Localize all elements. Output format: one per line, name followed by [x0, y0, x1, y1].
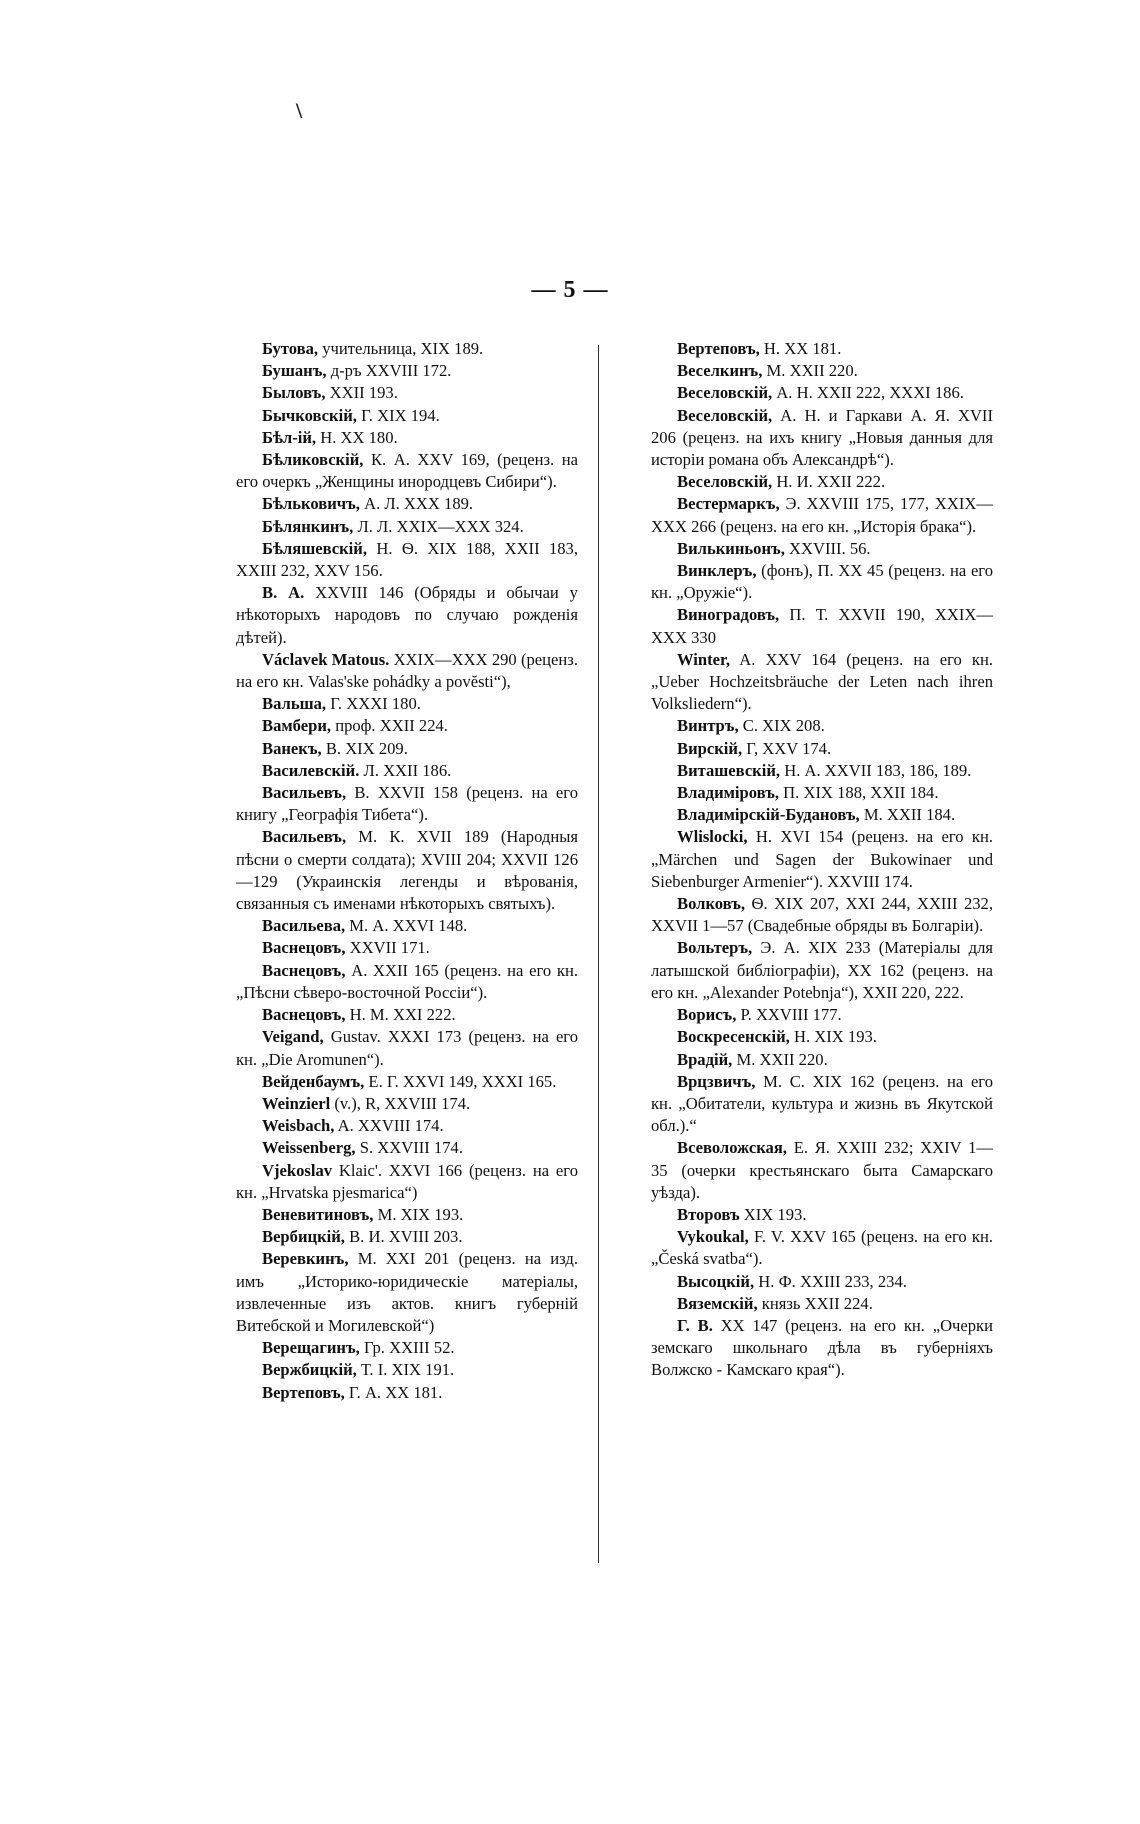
- index-entry: [651, 1293, 993, 1315]
- stray-mark: \: [296, 98, 303, 123]
- entry-name: Бутова,: [262, 339, 319, 358]
- entry-text: М. XXII 184.: [859, 805, 956, 825]
- entry-text: А. Н. XXII 222, XXXI 186.: [772, 383, 964, 403]
- entry-name: Бѣляшевскій,: [262, 538, 367, 558]
- index-entry: [651, 1004, 993, 1026]
- entry-name: Г. В.: [677, 1315, 713, 1335]
- index-entry: [236, 1115, 578, 1137]
- index-entry: [236, 1226, 578, 1248]
- index-entry: [651, 538, 993, 560]
- index-entry: [651, 471, 993, 493]
- entry-text: князь XXII 224.: [757, 1293, 873, 1313]
- index-entry: [651, 1137, 993, 1204]
- entry-name: В. А.: [262, 583, 305, 603]
- entry-name: Вертеповъ,: [262, 1382, 345, 1402]
- entry-text: Г. XXXI 180.: [326, 694, 421, 714]
- index-entry: [651, 1271, 993, 1293]
- index-entry: [236, 427, 578, 449]
- entry-text: Т. I. XIX 191.: [356, 1360, 455, 1380]
- index-entry: [236, 715, 578, 737]
- entry-name: Vykoukal,: [677, 1227, 749, 1247]
- entry-text: Н. А. XXVII 183, 186, 189.: [780, 760, 972, 780]
- entry-name: Вяземскій,: [677, 1293, 758, 1313]
- index-entry: [651, 382, 993, 404]
- index-entry: [651, 649, 993, 716]
- entry-name: Васнецовъ,: [262, 1005, 346, 1025]
- entry-text: Н. XIX 193.: [789, 1027, 877, 1047]
- entry-text: проф. XXII 224.: [331, 716, 448, 736]
- entry-text: Г, XXV 174.: [742, 738, 832, 758]
- entry-text: Г. XIX 194.: [356, 405, 440, 425]
- entry-name: Вертеповъ,: [677, 339, 760, 358]
- entry-text: XXVIII. 56.: [784, 538, 871, 558]
- entry-text: учительница, XIX 189.: [318, 339, 484, 358]
- entry-text: XIX 193.: [739, 1204, 807, 1224]
- entry-text: Л. Л. XXIX—XXX 324.: [353, 516, 524, 536]
- entry-name: Веселкинъ,: [677, 361, 763, 381]
- entry-name: Вилькиньонъ,: [677, 538, 785, 558]
- entry-text: A. XXVIII 174.: [334, 1116, 444, 1136]
- index-entry: [236, 1337, 578, 1359]
- entry-text: XXVII 171.: [345, 938, 430, 958]
- index-entry: [236, 1026, 578, 1070]
- entry-name: Винтръ,: [677, 716, 739, 736]
- index-entry: [236, 1093, 578, 1115]
- entry-name: Виташевскій,: [677, 760, 781, 780]
- entry-name: Врцзвичъ,: [677, 1071, 756, 1091]
- index-entry: [651, 782, 993, 804]
- entry-name: Васнецовъ,: [262, 960, 346, 980]
- entry-text: Н. Ѳ. XIX 188, XXII 183, XXIII 232, XXV 156.: [236, 538, 578, 581]
- index-entry: [651, 1071, 993, 1138]
- entry-name: Василевскій.: [262, 760, 360, 780]
- index-entry: [236, 1359, 578, 1381]
- right-column: [651, 338, 993, 1382]
- entry-name: Владимірскій-Будановъ,: [677, 805, 860, 825]
- index-entry: [236, 738, 578, 760]
- entry-text: XXIX—XXX 290 (реценз. на его кн. Valas'ske pohádky a povĕsti“),: [236, 649, 578, 692]
- entry-name: Веневитиновъ,: [262, 1204, 374, 1224]
- entry-name: Веревкинъ,: [262, 1249, 349, 1269]
- entry-text: Л. XXII 186.: [359, 760, 452, 780]
- index-entry: [236, 1137, 578, 1159]
- entry-name: Быловъ,: [262, 383, 326, 403]
- index-entry: [236, 1071, 578, 1093]
- entry-text: Э. А. XIX 233 (Матеріалы для латышской библіографіи), XX 162 (реценз. на его кн. „Alexander Potebnja“), XXII 220, 222.: [651, 938, 993, 1002]
- index-entry: [651, 826, 993, 893]
- index-entry: [651, 1026, 993, 1048]
- entry-text: А. Н. и Гаркави А. Я. XVII 206 (реценз. на ихъ книгу „Новыя данныя для исторіи романа объ Александрѣ“).: [651, 405, 993, 470]
- entry-name: Врадій,: [677, 1049, 733, 1069]
- entry-name: Веселовскій,: [677, 383, 773, 403]
- entry-text: Gustav. XXXI 173 (реценз. на его кн. „Die Aromunen“).: [236, 1027, 578, 1069]
- entry-name: Владиміровъ,: [677, 783, 780, 803]
- index-entry: [651, 1204, 993, 1226]
- index-entry: [651, 405, 993, 472]
- index-entry: [236, 960, 578, 1004]
- entry-text: F. V. XXV 165 (реценз. на его кн. „Česká svatba“).: [651, 1227, 993, 1269]
- entry-text: (фонъ), П. XX 45 (реценз. на его кн. „Оружіе“).: [651, 561, 993, 603]
- index-entry: [236, 382, 578, 404]
- index-entry: [651, 760, 993, 782]
- entry-text: М. XXII 220.: [732, 1049, 828, 1069]
- entry-name: Волковъ,: [677, 894, 746, 914]
- entry-name: Васильевъ,: [262, 783, 347, 803]
- entry-name: Васнецовъ,: [262, 938, 346, 958]
- entry-text: М. А. XXVI 148.: [345, 916, 468, 936]
- entry-text: В. XXVII 158 (реценз. на его книгу „Географія Тибета“).: [236, 783, 578, 825]
- entry-text: Н. М. XXI 222.: [345, 1005, 456, 1025]
- entry-name: Vjekoslav: [262, 1160, 333, 1180]
- entry-name: Wlislocki,: [677, 827, 748, 847]
- entry-name: Ворисъ,: [677, 1005, 737, 1025]
- entry-text: А. XXII 165 (реценз. на его кн. „Пѣсни сѣверо-восточной Россіи“).: [236, 960, 578, 1002]
- entry-text: XXVIII 146 (Обряды и обычаи у нѣкоторыхъ народовъ по случаю рожденія дѣтей).: [236, 583, 578, 647]
- entry-name: Veigand,: [262, 1027, 324, 1047]
- entry-name: Высоцкій,: [677, 1271, 755, 1291]
- entry-text: Гр. XXIII 52.: [359, 1338, 455, 1358]
- index-entry: [651, 937, 993, 1004]
- entry-text: Г. А. XX 181.: [344, 1382, 443, 1402]
- index-entry: [236, 649, 578, 693]
- column-divider: [598, 345, 599, 1563]
- entry-name: Бычковскій,: [262, 405, 357, 425]
- entry-name: Верещагинъ,: [262, 1338, 360, 1358]
- entry-text: С. XIX 208.: [738, 716, 825, 736]
- entry-text: A. XXV 164 (реценз. на его кн. „Ueber Hochzeitsbräuche der Leten nach ihren Volksliedern“).: [651, 649, 993, 714]
- entry-text: Р. XXVIII 177.: [736, 1005, 842, 1025]
- index-entry: [651, 493, 993, 537]
- entry-name: Бушанъ,: [262, 361, 327, 381]
- entry-name: Winter,: [677, 649, 731, 669]
- index-entry: [236, 915, 578, 937]
- entry-text: П. Т. XXVII 190, XXIX—XXX 330: [651, 605, 993, 647]
- entry-name: Всеволожская,: [677, 1138, 787, 1158]
- index-entry: [651, 1315, 993, 1382]
- left-column: [236, 338, 578, 1404]
- entry-text: Н. И. XXII 222.: [772, 472, 886, 492]
- entry-name: Веселовскій,: [677, 472, 773, 492]
- index-entry: [236, 1160, 578, 1204]
- index-entry: [651, 738, 993, 760]
- entry-text: М. XXII 220.: [762, 361, 858, 381]
- index-entry: [236, 782, 578, 826]
- index-entry: [651, 604, 993, 648]
- entry-name: Бѣльковичъ,: [262, 494, 360, 514]
- entry-text: XX 147 (реценз. на его кн. „Очерки земскаго школьнаго дѣла въ губерніяхъ Волжско - Камскаго края“).: [651, 1315, 994, 1380]
- entry-text: Е. Я. XXIII 232; XXIV 1—35 (очерки крестьянскаго быта Самарскаго уѣзда).: [651, 1138, 993, 1202]
- index-entry: [236, 338, 578, 360]
- entry-name: Винклеръ,: [677, 561, 757, 581]
- entry-name: Weissenberg,: [262, 1138, 356, 1158]
- entry-name: Веселовскій,: [677, 405, 773, 425]
- entry-text: Н. XX 181.: [759, 339, 842, 358]
- index-entry: [236, 405, 578, 427]
- index-entry: [651, 1226, 993, 1270]
- entry-text: В. XIX 209.: [321, 738, 408, 758]
- index-entry: [236, 516, 578, 538]
- entry-text: Н. XX 180.: [316, 427, 398, 447]
- entry-text: XXII 193.: [325, 383, 398, 403]
- entry-text: (v.), R, XXVIII 174.: [330, 1093, 471, 1113]
- entry-text: Е. Г. XXVI 149, XXXI 165.: [364, 1071, 557, 1091]
- index-entry: [236, 1004, 578, 1026]
- page-number: — 5 —: [531, 277, 609, 303]
- entry-text: М. XIX 193.: [373, 1204, 464, 1224]
- index-entry: [236, 582, 578, 649]
- index-entry: [236, 1204, 578, 1226]
- entry-text: В. И. XVIII 203.: [344, 1227, 463, 1247]
- entry-name: Вольтеръ,: [677, 938, 753, 958]
- entry-name: Воскресенскій,: [677, 1027, 790, 1047]
- entry-name: Васильева,: [262, 916, 346, 936]
- index-entry: [236, 1382, 578, 1404]
- entry-text: Э. XXVIII 175, 177, XXIX—XXX 266 (реценз. на его кн. „Исторія брака“).: [651, 494, 993, 536]
- entry-text: М. С. XIX 162 (реценз. на его кн. „Обитатели, культура и жизнь въ Якутской обл.).“: [651, 1071, 993, 1136]
- entry-text: М. К. XVII 189 (Народныя пѣсни о смерти солдата); XVIII 204; XXVII 126—129 (Украинскія легенды и вѣрованія, связанныя съ именами нѣкоторыхъ святыхъ).: [236, 827, 578, 914]
- index-entry: [236, 449, 578, 493]
- index-entry: [236, 360, 578, 382]
- entry-text: Ѳ. XIX 207, XXI 244, XXIII 232, XXVII 1—57 (Свадебные обряды въ Болгаріи).: [651, 894, 993, 936]
- entry-name: Ванекъ,: [262, 738, 322, 758]
- entry-name: Вамбери,: [262, 716, 332, 736]
- index-entry: [236, 493, 578, 515]
- index-entry: [651, 893, 993, 937]
- entry-name: Weisbach,: [262, 1116, 335, 1136]
- entry-text: К. А. XXV 169, (реценз. на его очеркъ „Женщины инородцевъ Сибири“).: [236, 450, 578, 492]
- index-entry: [236, 937, 578, 959]
- index-entry: [236, 760, 578, 782]
- index-entry: [651, 360, 993, 382]
- index-entry: [651, 1049, 993, 1071]
- index-entry: [651, 715, 993, 737]
- index-entry: [651, 560, 993, 604]
- entry-text: А. Л. XXX 189.: [359, 494, 474, 514]
- entry-name: Вержбицкій,: [262, 1360, 357, 1380]
- index-entry: [236, 538, 578, 582]
- entry-text: М. XXI 201 (реценз. на изд. имъ „Историко-юридическіе матеріалы, извлеченные изъ актов. книгъ губерній Витебской и Могилевской“): [236, 1249, 578, 1335]
- entry-text: д-ръ XXVIII 172.: [326, 361, 452, 381]
- entry-name: Вальша,: [262, 694, 327, 714]
- entry-name: Бѣл-ій,: [262, 427, 317, 447]
- entry-name: Бѣлянкинъ,: [262, 516, 354, 536]
- entry-text: H. XVI 154 (реценз. на его кн. „Märchen und Sagen der Bukowinaer und Siebenburger Armenier“). XXVIII 174.: [651, 827, 993, 891]
- index-entry: [651, 804, 993, 826]
- entry-text: П. XIX 188, XXII 184.: [779, 783, 939, 803]
- entry-name: Václavek Matous.: [262, 649, 390, 669]
- index-entry: [651, 338, 993, 360]
- entry-name: Виноградовъ,: [677, 605, 780, 625]
- entry-name: Вестермаркъ,: [677, 494, 780, 514]
- entry-name: Вирскій,: [677, 738, 743, 758]
- entry-name: Второвъ: [677, 1204, 740, 1224]
- index-entry: [236, 826, 578, 915]
- index-entry: [236, 693, 578, 715]
- entry-text: S. XXVIII 174.: [355, 1138, 463, 1158]
- entry-text: Klaic'. XXVI 166 (реценз. на его кн. „Hrvatska pjesmarica“): [236, 1160, 578, 1202]
- entry-name: Васильевъ,: [262, 827, 347, 847]
- entry-text: Н. Ф. XXIII 233, 234.: [754, 1271, 907, 1291]
- entry-name: Бѣликовскій,: [262, 450, 364, 470]
- entry-name: Вербицкій,: [262, 1227, 345, 1247]
- entry-name: Weinzierl: [262, 1093, 331, 1113]
- index-entry: [236, 1248, 578, 1337]
- entry-name: Вейденбаумъ,: [262, 1071, 365, 1091]
